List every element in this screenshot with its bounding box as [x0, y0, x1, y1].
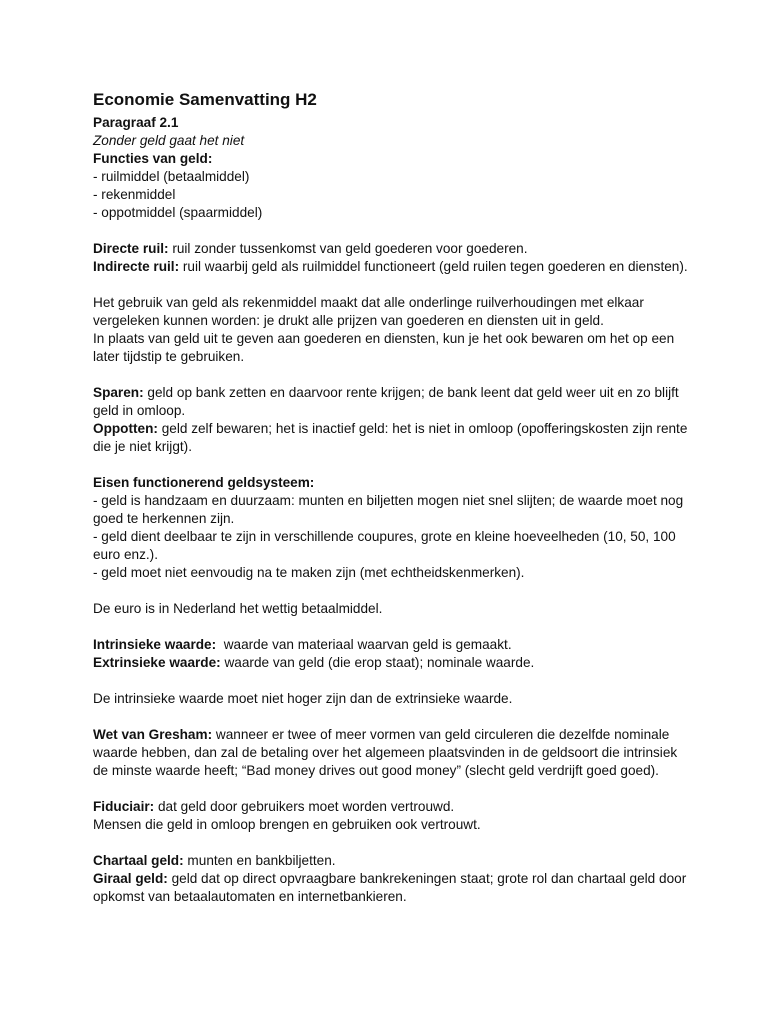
gresham-definition	[93, 726, 693, 780]
oppotten-definition	[93, 420, 693, 456]
eisen-item: - geld moet niet eenvoudig na te maken zijn (met echtheidskenmerken).	[93, 565, 525, 580]
intrinsieke-definition	[93, 636, 693, 654]
fiduciair-definition	[93, 798, 693, 816]
sparen-definition	[93, 384, 693, 420]
giraal-definition	[93, 870, 693, 906]
definition-term: Directe ruil:	[93, 241, 169, 256]
chartaal-definition	[93, 852, 693, 870]
definition-term: Wet van Gresham:	[93, 727, 213, 742]
bewaren-paragraph: In plaats van geld uit te geven aan goederen en diensten, kun je het ook bewaren om het op een later tijdstip te gebruiken.	[93, 331, 675, 364]
definition-text: ruil zonder tussenkomst van geld goederen voor goederen.	[168, 241, 528, 256]
definition-text: dat geld door gebruikers moet worden vertrouwd.	[154, 799, 455, 814]
definition-text: munten en bankbiljetten.	[183, 853, 336, 868]
indirecte-ruil-definition	[93, 258, 693, 276]
definition-term: Chartaal geld:	[93, 853, 184, 868]
definition-term: Extrinsieke waarde:	[93, 655, 221, 670]
mensen-paragraph: Mensen die geld in omloop brengen en gebruiken ook vertrouwt.	[93, 817, 481, 832]
definition-term: Giraal geld:	[93, 871, 168, 886]
eisen-heading: Eisen functionerend geldsysteem:	[93, 475, 315, 490]
eisen-item: - geld is handzaam en duurzaam: munten en biljetten mogen niet snel slijten; de waarde moet nog goed te herkennen zijn.	[93, 493, 684, 526]
rekenmiddel-paragraph: Het gebruik van geld als rekenmiddel maakt dat alle onderlinge ruilverhoudingen met elkaar vergeleken kunnen worden: je drukt alle prijzen van goederen en diensten uit in geld.	[93, 295, 644, 328]
directe-ruil-definition	[93, 240, 693, 258]
definition-text: geld zelf bewaren; het is inactief geld: het is niet in omloop (opofferingskosten zijn rente die je niet krijgt).	[93, 421, 688, 454]
definition-term: Intrinsieke waarde:	[93, 637, 217, 652]
definition-term: Indirecte ruil:	[93, 259, 180, 274]
euro-paragraph: De euro is in Nederland het wettig betaalmiddel.	[93, 601, 383, 616]
definition-text: geld op bank zetten en daarvoor rente krijgen; de bank leent dat geld weer uit en zo blijft geld in omloop.	[93, 385, 679, 418]
functions-item: - rekenmiddel	[93, 187, 176, 202]
definition-term: Fiduciair:	[93, 799, 155, 814]
vergelijk-paragraph: De intrinsieke waarde moet niet hoger zijn dan de extrinsieke waarde.	[93, 691, 513, 706]
definition-text: geld dat op direct opvraagbare bankrekeningen staat; grote rol dan chartaal geld door opkomst van betaalautomaten en internetbankieren.	[93, 871, 687, 904]
definition-text: wanneer er twee of meer vormen van geld circuleren die dezelfde nominale waarde hebben, dan zal de betaling over het algemeen plaatsvinden in de geldsoort die intrinsiek de minste waarde heeft; “Bad money drives out good money” (slecht geld verdrijft goed goed).	[93, 727, 678, 778]
functions-item: - ruilmiddel (betaalmiddel)	[93, 169, 250, 184]
definition-text: waarde van geld (die erop staat); nominale waarde.	[220, 655, 535, 670]
definition-term: Oppotten:	[93, 421, 158, 436]
document-title: Economie Samenvatting H2	[93, 90, 317, 109]
section-subtitle: Zonder geld gaat het niet	[93, 133, 245, 148]
eisen-item: - geld dient deelbaar te zijn in verschillende coupures, grote en kleine hoeveelheden (10, 50, 100 euro enz.).	[93, 529, 676, 562]
document-body	[93, 88, 693, 906]
definition-text: ruil waarbij geld als ruilmiddel functioneert (geld ruilen tegen goederen en diensten).	[179, 259, 688, 274]
definition-term: Sparen:	[93, 385, 144, 400]
definition-text: waarde van materiaal waarvan geld is gemaakt.	[216, 637, 512, 652]
extrinsieke-definition	[93, 654, 693, 672]
functions-item: - oppotmiddel (spaarmiddel)	[93, 205, 263, 220]
section-heading: Paragraaf 2.1	[93, 115, 179, 130]
functions-heading: Functies van geld:	[93, 151, 213, 166]
